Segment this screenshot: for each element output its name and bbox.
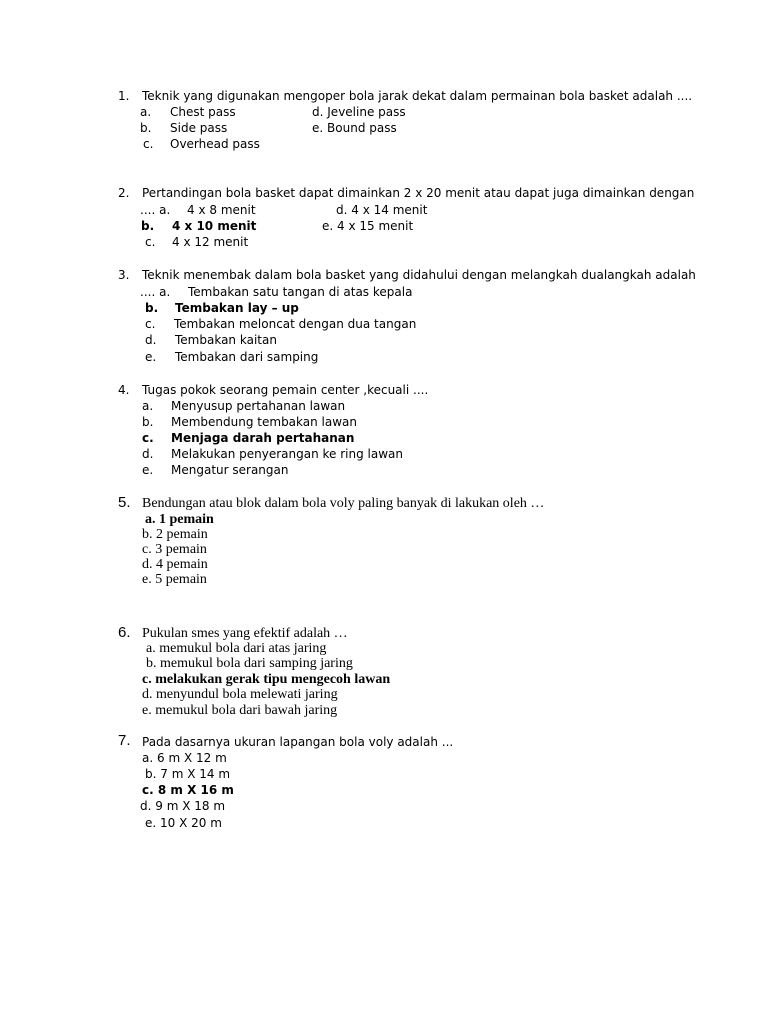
- option-e: e. Bound pass: [312, 121, 397, 135]
- question-text: Pertandingan bola basket dapat dimainkan 2 x 20 menit atau dapat juga dimainkan dengan: [142, 186, 695, 200]
- option-b: b. 7 m X 14 m: [145, 767, 231, 781]
- question-text: Tugas pokok seorang pemain center ,kecuali ....: [142, 383, 429, 397]
- question-number: 2.: [118, 186, 130, 200]
- option-e: e. 10 X 20 m: [145, 816, 222, 830]
- question-text: Pada dasarnya ukuran lapangan bola voly adalah ...: [142, 735, 454, 749]
- question-number: 3.: [118, 268, 130, 282]
- option-b: b. 4 x 10 menit: [141, 219, 257, 233]
- option-a: .... a. Tembakan satu tangan di atas kepala: [140, 285, 413, 299]
- option-a: a. Menyusup pertahanan lawan: [142, 399, 346, 413]
- option-a: a. Chest pass: [140, 105, 236, 119]
- question-number: 5.: [118, 494, 131, 511]
- option-d: d. 9 m X 18 m: [140, 799, 226, 813]
- question-text: Teknik menembak dalam bola basket yang didahului dengan melangkah dualangkah adalah: [142, 268, 696, 282]
- option-a: .... a. 4 x 8 menit: [140, 203, 256, 217]
- option-c: c. 3 pemain: [142, 542, 207, 557]
- option-e: e. Tembakan dari samping: [145, 350, 319, 364]
- option-a: a. 1 pemain: [145, 512, 214, 527]
- option-e: e. memukul bola dari bawah jaring: [142, 703, 338, 718]
- option-a: a. 6 m X 12 m: [142, 751, 227, 765]
- option-b: b. Membendung tembakan lawan: [142, 415, 358, 429]
- option-c: c. melakukan gerak tipu mengecoh lawan: [142, 672, 391, 687]
- option-d: d. Tembakan kaitan: [145, 333, 277, 347]
- option-e: e. Mengatur serangan: [142, 463, 289, 477]
- option-c: c. 4 x 12 menit: [145, 235, 249, 249]
- option-e: e. 4 x 15 menit: [322, 219, 414, 233]
- question-text: Pukulan smes yang efektif adalah …: [142, 626, 348, 641]
- option-b: b. Tembakan lay – up: [145, 301, 299, 315]
- option-d: d. 4 x 14 menit: [336, 203, 428, 217]
- question-number: 1.: [118, 89, 130, 103]
- option-c: c. Overhead pass: [143, 137, 260, 151]
- question-text: Teknik yang digunakan mengoper bola jarak dekat dalam permainan bola basket adalah ....: [142, 89, 693, 103]
- option-d: d. menyundul bola melewati jaring: [142, 687, 338, 702]
- question-text: Bendungan atau blok dalam bola voly paling banyak di lakukan oleh …: [142, 496, 545, 511]
- option-c: c. 8 m X 16 m: [142, 783, 234, 797]
- question-number: 6.: [118, 624, 131, 641]
- option-b: b. Side pass: [140, 121, 228, 135]
- option-e: e. 5 pemain: [142, 572, 207, 587]
- option-b: b. memukul bola dari samping jaring: [146, 656, 353, 671]
- question-number: 7.: [118, 732, 131, 749]
- question-number: 4.: [118, 383, 130, 397]
- option-b: b. 2 pemain: [142, 527, 208, 542]
- option-c: c. Menjaga darah pertahanan: [142, 431, 355, 445]
- option-d: d. Jeveline pass: [312, 105, 406, 119]
- option-d: d. Melakukan penyerangan ke ring lawan: [142, 447, 403, 461]
- option-c: c. Tembakan meloncat dengan dua tangan: [145, 317, 417, 331]
- option-a: a. memukul bola dari atas jaring: [146, 641, 327, 656]
- option-d: d. 4 pemain: [142, 557, 208, 572]
